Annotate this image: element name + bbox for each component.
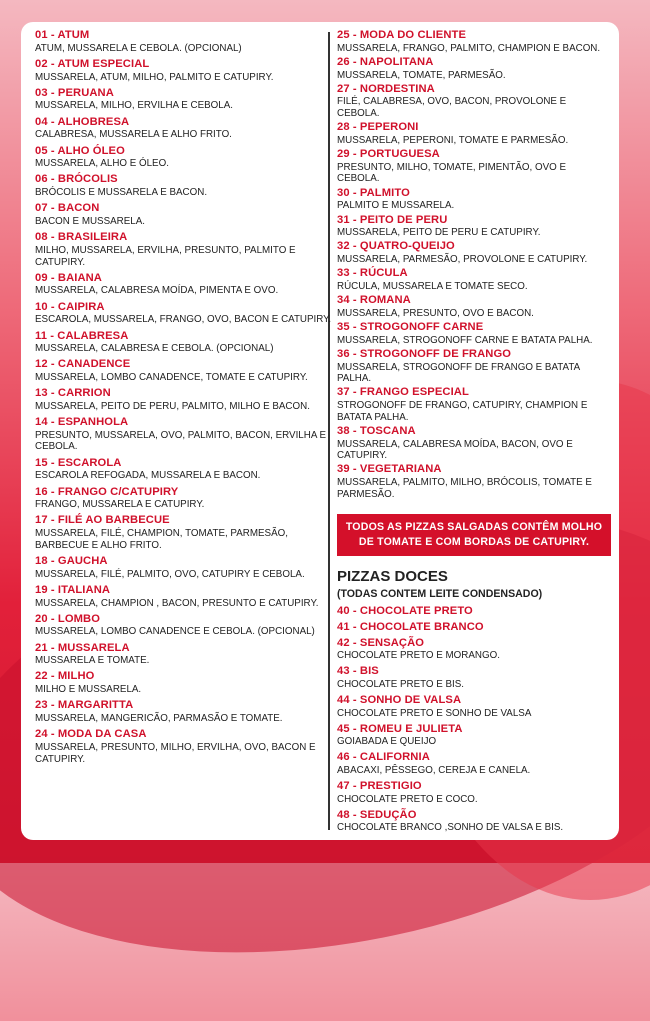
menu-item <box>35 585 335 609</box>
menu-item-description: MUSSARELA E TOMATE. <box>35 655 150 667</box>
menu-item <box>337 268 611 292</box>
menu-item-description: MUSSARELA, TOMATE, PARMESÃO. <box>337 69 506 81</box>
menu-item-description: MUSSARELA, MANGERICÃO, PARMASÃO E TOMATE. <box>35 713 283 725</box>
menu-item <box>35 331 335 355</box>
menu-item <box>337 241 611 265</box>
menu-item-description: PALMITO E MUSSARELA. <box>337 200 455 212</box>
menu-item <box>35 614 335 638</box>
menu-item <box>35 643 335 667</box>
menu-item <box>35 556 335 580</box>
menu-item <box>35 487 335 511</box>
menu-item-description: MUSSARELA, PALMITO, MILHO, BRÓCOLIS, TOMATE E PARMESÃO. <box>337 477 592 500</box>
menu-item-name: 39 - VEGETARIANA <box>337 463 442 476</box>
menu-item-name: 35 - STROGONOFF CARNE <box>337 321 484 334</box>
menu-item-name: 08 - BRASILEIRA <box>35 231 128 244</box>
menu-item-description: MUSSARELA, MILHO, ERVILHA E CEBOLA. <box>35 100 233 112</box>
menu-item-description: CHOCOLATE PRETO E MORANGO. <box>337 650 500 662</box>
right-column <box>337 30 611 838</box>
sweet-pizzas-title: PIZZAS DOCES <box>337 568 448 586</box>
menu-card <box>21 22 619 840</box>
menu-item-name: 13 - CARRION <box>35 387 111 400</box>
menu-item <box>35 59 335 83</box>
menu-item-name: 33 - RÚCULA <box>337 267 408 280</box>
menu-item-description: MUSSARELA, LOMBO CANADENCE, TOMATE E CATUPIRY. <box>35 372 308 384</box>
menu-item-name: 29 - PORTUGUESA <box>337 148 440 161</box>
menu-item-description: MUSSARELA, CALABRESA MOÍDA, PIMENTA E OVO. <box>35 285 279 297</box>
menu-item <box>337 638 611 662</box>
menu-item-description: MILHO, MUSSARELA, ERVILHA, PRESUNTO, PALMITO E CATUPIRY. <box>35 244 296 268</box>
menu-item-description: BACON E MUSSARELA. <box>35 216 145 228</box>
menu-item-description: FRANGO, MUSSARELA E CATUPIRY. <box>35 499 205 511</box>
menu-item-description: CALABRESA, MUSSARELA E ALHO FRITO. <box>35 129 232 141</box>
menu-item <box>337 295 611 319</box>
menu-item-name: 27 - NORDESTINA <box>337 82 435 95</box>
menu-item <box>337 322 611 346</box>
menu-item <box>35 302 335 326</box>
menu-item-name: 46 - CALIFORNIA <box>337 751 430 764</box>
sweet-pizzas-subtitle: (TODAS CONTEM LEITE CONDENSADO) <box>337 588 543 601</box>
menu-item <box>337 464 611 500</box>
menu-item-description: MUSSARELA, CALABRESA E CEBOLA. (OPCIONAL) <box>35 343 274 355</box>
menu-item-name: 11 - CALABRESA <box>35 329 129 342</box>
menu-item-name: 31 - PEITO DE PERU <box>337 213 448 226</box>
menu-item-name: 16 - FRANGO C/CATUPIRY <box>35 485 179 498</box>
menu-item-description: ATUM, MUSSARELA E CEBOLA. (OPCIONAL) <box>35 42 242 54</box>
menu-item <box>35 174 335 198</box>
menu-item <box>337 810 611 834</box>
menu-item <box>35 359 335 383</box>
menu-item <box>337 122 611 146</box>
menu-item-name: 18 - GAUCHA <box>35 554 108 567</box>
menu-item-name: 48 - SEDUÇÃO <box>337 808 417 821</box>
menu-item-name: 15 - ESCAROLA <box>35 456 122 469</box>
menu-item-name: 42 - SENSAÇÃO <box>337 636 425 649</box>
menu-item <box>337 752 611 776</box>
notice-banner: TODOS AS PIZZAS SALGADAS CONTÊM MOLHO DE TOMATE E COM BORDAS DE CATUPIRY. <box>337 514 611 556</box>
menu-item-name: 23 - MARGARITTA <box>35 699 134 712</box>
menu-item-description: PRESUNTO, MUSSARELA, OVO, PALMITO, BACON, ERVILHA E CEBOLA. <box>35 429 327 453</box>
menu-item-description: PRESUNTO, MILHO, TOMATE, PIMENTÃO, OVO E CEBOLA. <box>337 161 566 185</box>
menu-item <box>337 426 611 462</box>
menu-item-description: CHOCOLATE PRETO E SONHO DE VALSA <box>337 707 532 719</box>
menu-item-description: CHOCOLATE PRETO E COCO. <box>337 793 478 805</box>
menu-item <box>35 458 335 482</box>
menu-item-description: MUSSARELA, FILÉ, PALMITO, OVO, CATUPIRY E CEBOLA. <box>35 568 305 580</box>
menu-item-name: 30 - PALMITO <box>337 186 410 199</box>
menu-item <box>337 57 611 81</box>
menu-item-description: MUSSARELA, FRANGO, PALMITO, CHAMPION E BACON. <box>337 42 601 54</box>
menu-item <box>337 606 611 617</box>
menu-item <box>35 146 335 170</box>
menu-item <box>35 388 335 412</box>
menu-item-description: MILHO E MUSSARELA. <box>35 684 142 696</box>
menu-item-description: MUSSARELA, CHAMPION , BACON, PRESUNTO E CATUPIRY. <box>35 597 319 609</box>
menu-item-name: 45 - ROMEU E JULIETA <box>337 722 463 735</box>
menu-item-description: FILÉ, CALABRESA, OVO, BACON, PROVOLONE E CEBOLA. <box>337 96 567 120</box>
menu-item-name: 10 - CAIPIRA <box>35 300 105 313</box>
menu-item <box>337 387 611 423</box>
menu-item-description: MUSSARELA, STROGONOFF DE FRANGO E BATATA PALHA. <box>337 361 580 385</box>
menu-item-description: ESCAROLA, MUSSARELA, FRANGO, OVO, BACON E CATUPIRY. <box>35 314 332 326</box>
menu-item <box>337 666 611 690</box>
menu-item-name: 04 - ALHOBRESA <box>35 115 130 128</box>
menu-item-description: MUSSARELA, CALABRESA MOÍDA, BACON, OVO E CATUPIRY. <box>337 438 573 462</box>
menu-item-name: 24 - MODA DA CASA <box>35 728 147 741</box>
menu-item <box>35 117 335 141</box>
menu-item <box>337 215 611 239</box>
menu-item-description: MUSSARELA, ATUM, MILHO, PALMITO E CATUPIRY. <box>35 71 274 83</box>
menu-item-name: 47 - PRESTIGIO <box>337 779 422 792</box>
menu-item <box>337 349 611 385</box>
menu-item <box>337 622 611 633</box>
menu-item-description: STROGONOFF DE FRANGO, CATUPIRY, CHAMPION E BATATA PALHA. <box>337 400 588 423</box>
menu-item-name: 28 - PEPERONI <box>337 121 419 134</box>
menu-item-description: MUSSARELA, PRESUNTO, OVO E BACON. <box>337 307 534 319</box>
menu-item-description: MUSSARELA, PEPERONI, TOMATE E PARMESÃO. <box>337 134 569 146</box>
menu-item-name: 12 - CANADENCE <box>35 358 131 371</box>
menu-item-name: 09 - BAIANA <box>35 271 102 284</box>
menu-item <box>35 30 335 54</box>
menu-item-name: 41 - CHOCOLATE BRANCO <box>337 620 484 633</box>
menu-item-name: 01 - ATUM <box>35 29 90 41</box>
menu-item <box>337 149 611 185</box>
menu-item-name: 25 - MODA DO CLIENTE <box>337 29 467 41</box>
menu-item-name: 05 - ALHO ÓLEO <box>35 144 125 157</box>
menu-item-description: CHOCOLATE PRETO E BIS. <box>337 678 465 690</box>
menu-item-name: 37 - FRANGO ESPECIAL <box>337 386 469 399</box>
menu-item-description: RÚCULA, MUSSARELA E TOMATE SECO. <box>337 281 528 293</box>
menu-item <box>337 188 611 212</box>
menu-item <box>35 729 335 765</box>
menu-item-name: 19 - ITALIANA <box>35 583 111 596</box>
menu-item-description: MUSSARELA, PARMESÃO, PROVOLONE E CATUPIRY. <box>337 254 588 266</box>
menu-item-name: 22 - MILHO <box>35 670 95 683</box>
menu-item-description: ABACAXI, PÊSSEGO, CEREJA E CANELA. <box>337 764 531 776</box>
menu-item-name: 34 - ROMANA <box>337 294 411 307</box>
menu-item-name: 21 - MUSSARELA <box>35 641 130 654</box>
menu-item <box>337 781 611 805</box>
menu-item <box>337 84 611 120</box>
menu-item-name: 44 - SONHO DE VALSA <box>337 693 462 706</box>
menu-item-description: MUSSARELA, ALHO E ÓLEO. <box>35 158 169 170</box>
menu-item <box>337 724 611 748</box>
menu-item-description: CHOCOLATE BRANCO ,SONHO DE VALSA E BIS. <box>337 822 564 834</box>
sweet-pizzas-list <box>337 606 611 834</box>
menu-item <box>35 232 335 268</box>
menu-item-name: 07 - BACON <box>35 202 100 215</box>
menu-item-name: 38 - TOSCANA <box>337 424 416 437</box>
menu-item-name: 06 - BRÓCOLIS <box>35 173 118 186</box>
menu-item-name: 40 - CHOCOLATE PRETO <box>337 605 473 618</box>
menu-item-name: 26 - NAPOLITANA <box>337 55 434 68</box>
menu-item-name: 43 - BIS <box>337 665 379 678</box>
menu-item-description: MUSSARELA, PRESUNTO, MILHO, ERVILHA, OVO, BACON E CATUPIRY. <box>35 741 316 765</box>
menu-item <box>35 88 335 112</box>
menu-item-description: MUSSARELA, FILÉ, CHAMPION, TOMATE, PARMESÃO, BARBECUE E ALHO FRITO. <box>35 528 288 551</box>
menu-item <box>337 695 611 719</box>
menu-item-description: ESCAROLA REFOGADA, MUSSARELA E BACON. <box>35 470 261 482</box>
menu-item-name: 20 - LOMBO <box>35 612 101 625</box>
menu-item-description: MUSSARELA, PEITO DE PERU, PALMITO, MILHO E BACON. <box>35 400 310 412</box>
menu-item-name: 17 - FILÉ AO BARBECUE <box>35 514 170 527</box>
menu-item <box>35 671 335 695</box>
menu-item-description: BRÓCOLIS E MUSSARELA E BACON. <box>35 187 208 199</box>
menu-item-description: MUSSARELA, LOMBO CANADENCE E CEBOLA. (OPCIONAL) <box>35 626 315 638</box>
menu-item <box>35 203 335 227</box>
menu-item-description: GOIABADA E QUEIJO <box>337 736 437 748</box>
salty-pizzas-right-column <box>337 30 611 500</box>
menu-item-name: 32 - QUATRO-QUEIJO <box>337 240 455 253</box>
menu-item-name: 03 - PERUANA <box>35 86 114 99</box>
menu-item <box>35 700 335 724</box>
menu-item-description: MUSSARELA, STROGONOFF CARNE E BATATA PALHA. <box>337 334 593 346</box>
menu-item-name: 36 - STROGONOFF DE FRANGO <box>337 347 512 360</box>
menu-item <box>337 30 611 54</box>
menu-item <box>35 273 335 297</box>
menu-item <box>35 417 335 453</box>
menu-item-description: MUSSARELA, PEITO DE PERU E CATUPIRY. <box>337 227 541 239</box>
salty-pizzas-left-column <box>35 30 335 770</box>
menu-item-name: 02 - ATUM ESPECIAL <box>35 57 150 70</box>
menu-item-name: 14 - ESPANHOLA <box>35 416 129 429</box>
menu-item <box>35 515 335 551</box>
